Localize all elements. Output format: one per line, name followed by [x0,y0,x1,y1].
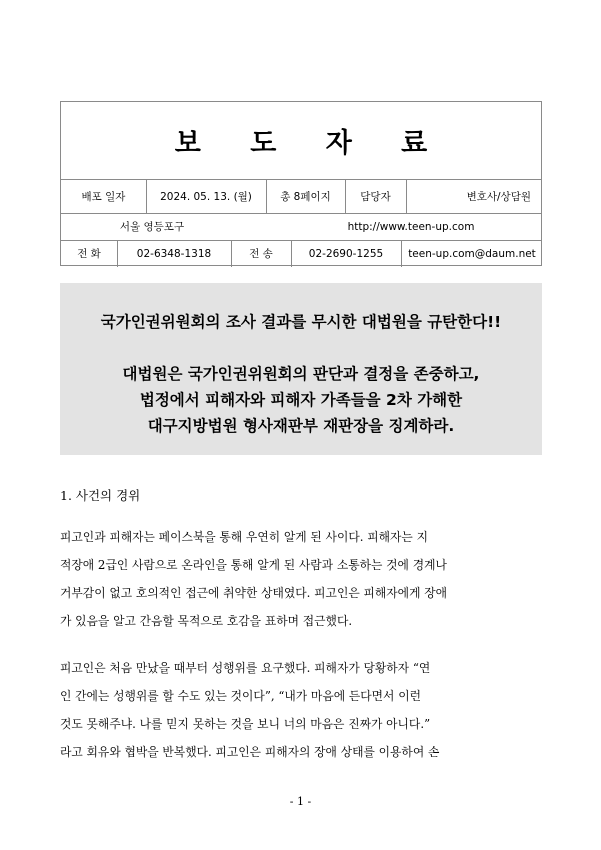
paragraph-line: 것도 못해주냐. 나를 믿지 못하는 것을 보니 너의 마음은 진짜가 아니다.” [60,717,431,731]
paragraph-line: 거부감이 없고 호의적인 접근에 취약한 상태였다. 피고인은 피해자에게 장애 [60,586,448,600]
contact-label: 담당자 [360,190,391,203]
release-date: 2024. 05. 13. (월) [160,190,252,203]
phone-label: 전 화 [77,248,101,260]
headline-banner [60,283,542,455]
phone-number: 02-6348-1318 [136,247,212,260]
headline-sub-2: 법정에서 피해자와 피해자 가족들을 2차 가해한 [139,391,463,409]
paragraph-line: 인 간에는 성행위를 할 수도 있는 것이다”, “내가 마음에 든다면서 이런 [60,689,421,703]
fax-number: 02-2690-1255 [308,247,384,260]
paragraph-line: 피고인은 처음 만났을 때부터 성행위를 요구했다. 피해자가 당황하자 “연 [60,661,431,675]
fax-label: 전 송 [249,248,273,260]
paragraph-line: 라고 회유와 협박을 반복했다. 피고인은 피해자의 장애 상태를 이용하여 손 [60,745,440,759]
email-address[interactable]: teen-up.com@daum.net [408,247,536,260]
headline-sub-3: 대구지방법원 형사재판부 재판장을 징계하라. [147,417,455,435]
paragraph-line: 적장애 2급인 사람으로 온라인을 통해 알게 된 사람과 소통하는 것에 경계나 [60,558,447,572]
paragraph-line: 가 있음을 알고 간음할 목적으로 호감을 표하며 접근했다. [60,614,353,628]
headline-sub-1: 대법원은 국가인권위원회의 판단과 결정을 존중하고, [122,365,480,383]
section-heading: 1. 사건의 경위 [60,488,141,503]
document-title: 보 도 자 료 [174,128,448,159]
paragraph-line: 피고인과 피해자는 페이스북을 통해 우연히 알게 된 사이다. 피해자는 지 [60,530,428,544]
website-link[interactable]: http://www.teen-up.com [347,220,475,233]
page-count: 총 8페이지 [280,190,331,203]
headline-main: 국가인권위원회의 조사 결과를 무시한 대법원을 규탄한다!! [100,313,502,331]
release-date-label: 배포 일자 [81,190,126,203]
press-release-header-table [60,101,542,266]
address: 서울 영등포구 [119,221,185,233]
page-number: - 1 - [289,795,312,808]
contact-person: 변호사/상담원 [466,190,531,203]
